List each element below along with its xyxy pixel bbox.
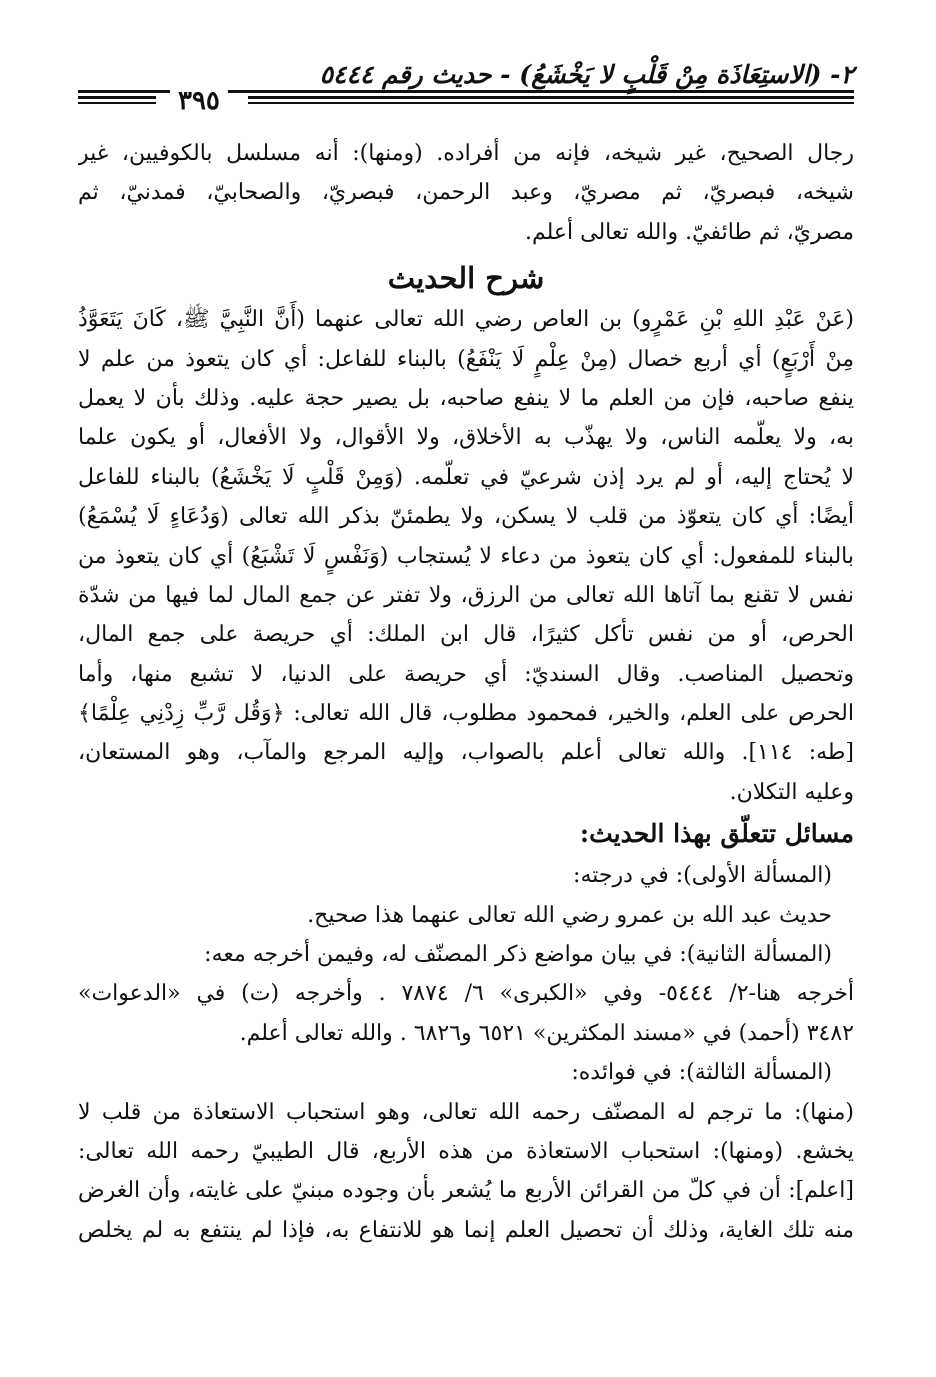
text-line: مصريّ، ثم طائفيّ. والله تعالى أعلم. bbox=[524, 219, 854, 245]
header-rule-right-2 bbox=[248, 102, 854, 104]
text-line: (عَنْ عَبْدِ اللهِ بْنِ عَمْرٍو) بن العاص رضي الله تعالى عنهما (أَنَّ النَّبِيَّ ﷺ، كَانَ يَتَعَوَّذُ bbox=[78, 307, 854, 333]
text-line: أيضًا: أي كان يتعوّذ من قلب لا يسكن، ولا يطمئنّ بذكر الله تعالى (وَدُعَاءٍ لَا يُسْمَعُ) bbox=[78, 504, 854, 530]
text-line: أخرجه هنا-٢/ ٥٤٤٤- وفي «الكبرى» ٦/ ٧٨٧٤ . وأخرجه (ت) في «الدعوات» bbox=[78, 981, 854, 1007]
text-line: وتحصيل المناصب. وقال السنديّ: أي حريصة على الدنيا، لا تشبع منها، وأما bbox=[78, 661, 854, 687]
text-line: رجال الصحيح، غير شيخه، فإنه من أفراده. (ومنها): أنه مسلسل بالكوفيين، غير bbox=[78, 141, 854, 166]
text-line: لا يُحتاج إليه، أو لم يرد إذن شرعيّ في تعلّمه. (وَمِنْ قَلْبٍ لَا يَخْشَعُ) بالبناء للفاعل bbox=[78, 464, 854, 490]
text-line: [اعلم]: أن في كلّ من القرائن الأربع ما يُشعر بأن وجوده مبنيّ على غايته، وأن الغرض bbox=[78, 1178, 854, 1204]
text-line: وعليه التكلان. bbox=[729, 779, 854, 805]
text-line: مِنْ أَرْبَعٍ) أي أربع خصال (مِنْ عِلْمٍ لَا يَنْفَعُ) بالبناء للفاعل: أي كان يتعوذ من علم لا bbox=[78, 346, 854, 372]
text-line: (المسألة الثانية): في بيان مواضع ذكر المصنّف له، وفيمن أخرجه معه: bbox=[204, 942, 832, 968]
text-line: نفس لا تقنع بما آتاها الله تعالى من الرزق، ولا تفتر عن جمع المال لما فيها من شدّة bbox=[78, 582, 854, 608]
running-header bbox=[78, 60, 854, 116]
text-line: الحرص على العلم، والخير، فمحمود مطلوب، قال الله تعالى: ﴿وَقُل رَّبِّ زِدْنِي عِلْمًا﴾ bbox=[78, 701, 854, 727]
text-line: ينفع صاحبه، فإن من العلم ما لا ينفع صاحبه، بل يصير حجة عليه. وذلك بأن لا يعمل bbox=[78, 385, 854, 411]
text-line: منه تلك الغاية، وذلك أن تحصيل العلم إنما هو للانتفاع به، فإذا لم ينتفع به لم يخلص bbox=[78, 1217, 854, 1243]
text-line: ٣٤٨٢ (أحمد) في «مسند المكثرين» ٦٥٢١ و٦٨٢٦ . والله تعالى أعلم. bbox=[239, 1020, 854, 1046]
text-line: شيخه، فبصريّ، ثم مصريّ، وعبد الرحمن، فبصريّ، والصحابيّ، فمدنيّ، ثم bbox=[78, 180, 854, 206]
page-number: ٣٩٥ bbox=[170, 86, 228, 116]
text-line: (المسألة الأولى): في درجته: bbox=[573, 863, 832, 889]
page-body bbox=[78, 134, 854, 1250]
text-line: بالبناء للمفعول: أي كان يتعوذ من دعاء لا يُستجاب (وَنَفْسٍ لَا تَشْبَعُ) أي كان يتعوذ من bbox=[78, 543, 854, 569]
section-heading-masail: مسائل تتعلّق بهذا الحديث: bbox=[579, 819, 854, 849]
text-line: (منها): ما ترجم له المصنّف رحمه الله تعالى، وهو استحباب الاستعاذة من قلب لا bbox=[78, 1099, 854, 1125]
header-title: ٢- (الاستِعَاذَة مِنْ قَلْبٍ لا يَخْشَعُ) - حديث رقم ٥٤٤٤ bbox=[310, 60, 854, 89]
text-line: [طه: ١١٤]. والله تعالى أعلم بالصواب، وإليه المرجع والمآب، وهو المستعان، bbox=[78, 740, 854, 766]
header-rule-left bbox=[78, 96, 156, 99]
text-line: الحرص، أو من نفس تأكل كثيرًا، قال ابن الملك: أي حريصة على جمع المال، bbox=[78, 622, 854, 648]
intro-paragraph bbox=[78, 134, 854, 252]
masail-paragraph bbox=[78, 856, 854, 1250]
text-line: به، ولا يعلّمه الناس، ولا يهذّب به الأخلاق، ولا الأقوال، ولا الأفعال، أو يكون علما bbox=[78, 425, 854, 451]
header-rule-left-2 bbox=[78, 102, 156, 104]
section-heading-sharh: شرح الحديث bbox=[387, 261, 545, 296]
sharh-paragraph bbox=[78, 300, 854, 812]
text-line: (المسألة الثالثة): في فوائده: bbox=[571, 1060, 832, 1086]
text-line: يخشع. (ومنها): استحباب الاستعاذة من هذه الأربع، قال الطيبيّ رحمه الله تعالى: bbox=[78, 1138, 854, 1164]
text-line: حديث عبد الله بن عمرو رضي الله تعالى عنهما هذا صحيح. bbox=[307, 902, 832, 928]
header-rule-right bbox=[248, 96, 854, 99]
